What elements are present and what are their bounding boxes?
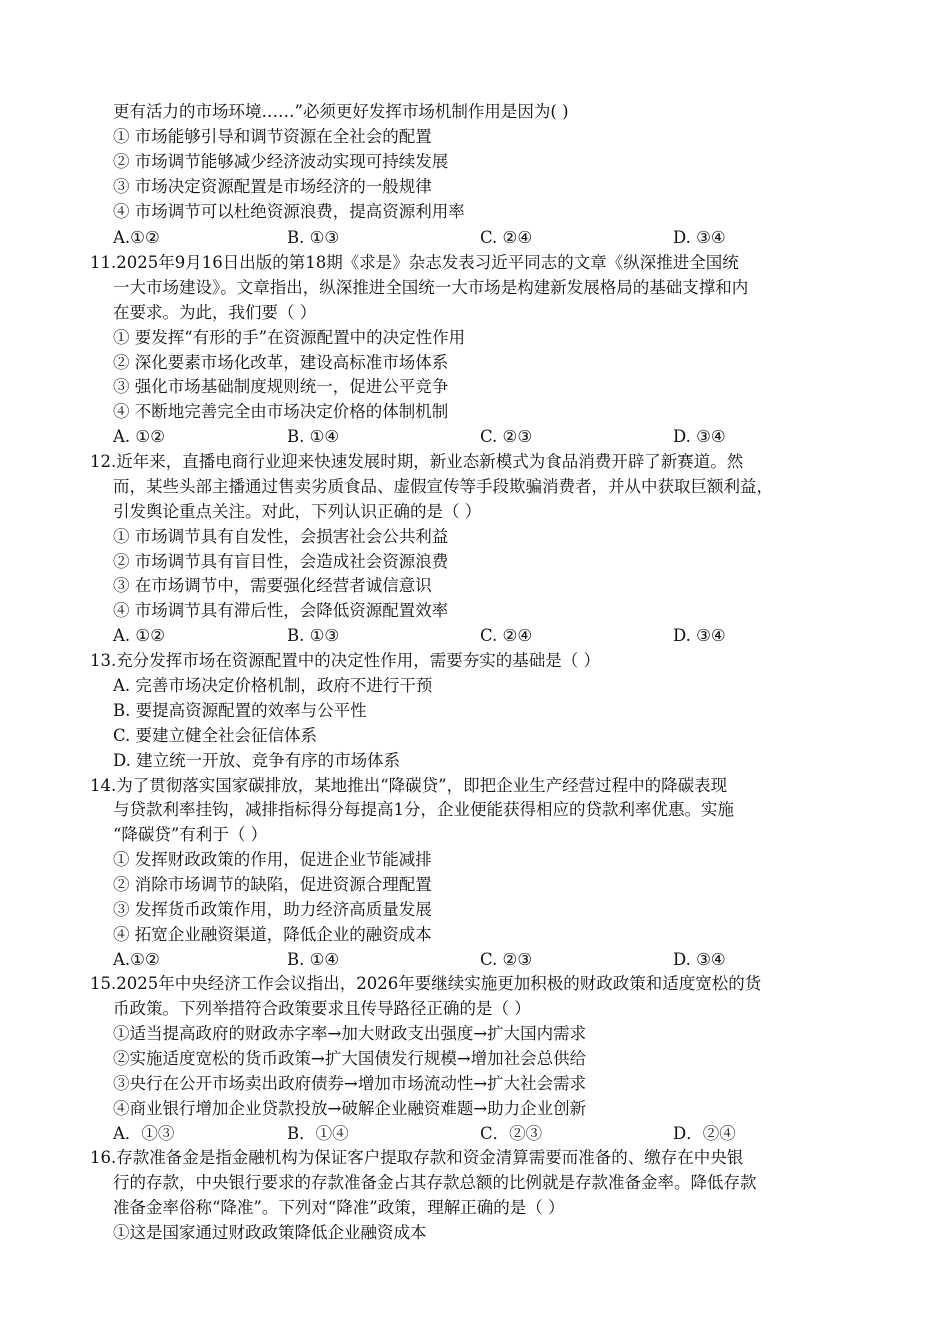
statement-item: ① 市场调节具有自发性，会损害社会公共利益: [113, 527, 449, 546]
statement-item: ① 市场能够引导和调节资源在全社会的配置: [113, 127, 432, 146]
question-stem: 而，某些头部主播通过售卖劣质食品、虚假宣传等手段欺骗消费者，并从中获取巨额利益，: [113, 477, 773, 496]
statement-item: ② 消除市场调节的缺陷，促进资源合理配置: [113, 875, 432, 894]
question-stem: 12.近年来，直播电商行业迎来快速发展时期，新业态新模式为食品消费开辟了新赛道。然: [90, 452, 744, 471]
choice-a: A. ①②: [113, 626, 165, 645]
question-stem: 准备金率俗称“降准”。下列对“降准”政策，理解正确的是（ ）: [113, 1198, 565, 1217]
statement-item: ② 市场调节能够减少经济波动实现可持续发展: [113, 152, 449, 171]
statement-item: ① 发挥财政政策的作用，促进企业节能减排: [113, 850, 432, 869]
statement-item: ③ 在市场调节中，需要强化经营者诚信意识: [113, 576, 432, 595]
choice-c: C. ②③: [480, 427, 533, 446]
statement-item: ③ 市场决定资源配置是市场经济的一般规律: [113, 177, 432, 196]
choice-d: D. ③④: [673, 950, 726, 969]
choice-c: C. ②④: [480, 228, 533, 247]
question-stem: 一大市场建设》。文章指出，纵深推进全国统一大市场是构建新发展格局的基础支撑和内: [113, 278, 749, 297]
choice-a: A.①②: [113, 228, 160, 247]
statement-item: ④商业银行增加企业贷款投放→破解企业融资难题→助力企业创新: [113, 1099, 587, 1118]
question-stem: 行的存款，中央银行要求的存款准备金占其存款总额的比例就是存款准备金率。降低存款: [113, 1173, 757, 1192]
statement-item: ④ 拓宽企业融资渠道，降低企业的融资成本: [113, 925, 432, 944]
question-stem: 在要求。为此，我们要（ ）: [113, 303, 317, 322]
question-stem: 13.充分发挥市场在资源配置中的决定性作用，需要夯实的基础是（ ）: [90, 651, 600, 670]
statement-item: ② 深化要素市场化改革，建设高标准市场体系: [113, 353, 449, 372]
choice-b: B. ①③: [287, 626, 340, 645]
choice-b: B. ①③: [287, 228, 340, 247]
statement-item: ③ 发挥货币政策作用，助力经济高质量发展: [113, 900, 432, 919]
question-stem: 更有活力的市场环境……”必须更好发挥市场机制作用是因为( ): [113, 102, 569, 121]
choice-a: A.①②: [113, 950, 160, 969]
choice-d: D. ③④: [673, 427, 726, 446]
statement-item: ④ 不断地完善完全由市场决定价格的体制机制: [113, 402, 449, 421]
choice-d: D．②④: [673, 1124, 736, 1143]
statement-item: ④ 市场调节具有滞后性，会降低资源配置效率: [113, 601, 449, 620]
choice-b: B．①④: [287, 1124, 349, 1143]
choice-c: C. ②③: [480, 950, 533, 969]
choice-c: C. ②④: [480, 626, 533, 645]
statement-item: ②实施适度宽松的货币政策→扩大国债发行规模→增加社会总供给: [113, 1049, 587, 1068]
choice-a: A．①③: [113, 1124, 175, 1143]
statement-item: ①这是国家通过财政政策降低企业融资成本: [113, 1223, 427, 1242]
choice-c: C．②③: [480, 1124, 543, 1143]
statement-item: ①适当提高政府的财政赤字率→加大财政支出强度→扩大国内需求: [113, 1024, 587, 1043]
choice-b: B. ①④: [287, 950, 340, 969]
choice-a: A. 完善市场决定价格机制，政府不进行干预: [113, 676, 433, 695]
choice-d: D. ③④: [673, 228, 726, 247]
choice-c: C. 要建立健全社会征信体系: [113, 726, 318, 745]
question-stem: “降碳贷”有利于（ ）: [113, 825, 268, 844]
statement-item: ③ 强化市场基础制度规则统一，促进公平竞争: [113, 377, 449, 396]
statement-item: ② 市场调节具有盲目性，会造成社会资源浪费: [113, 552, 449, 571]
choice-b: B. ①④: [287, 427, 340, 446]
choice-b: B. 要提高资源配置的效率与公平性: [113, 701, 367, 720]
question-stem: 15.2025年中央经济工作会议指出，2026年要继续实施更加积极的财政政策和适度宽松的货: [90, 974, 762, 993]
choice-a: A. ①②: [113, 427, 165, 446]
question-stem: 16.存款准备金是指金融机构为保证客户提取存款和资金清算需要而准备的、缴存在中央银: [90, 1148, 744, 1167]
question-stem: 引发舆论重点关注。对此，下列认识正确的是（ ）: [113, 502, 482, 521]
question-stem: 11.2025年9月16日出版的第18期《求是》杂志发表习近平同志的文章《纵深推进全国统: [90, 253, 739, 272]
question-stem: 与贷款利率挂钩，减排指标得分每提高1分，企业便能获得相应的贷款利率优惠。实施: [113, 800, 734, 819]
choice-d: D. ③④: [673, 626, 726, 645]
question-stem: 14.为了贯彻落实国家碳排放，某地推出“降碳贷”，即把企业生产经营过程中的降碳表现: [90, 776, 728, 795]
question-stem: 币政策。下列举措符合政策要求且传导路径正确的是（ ）: [113, 999, 531, 1018]
statement-item: ① 要发挥“有形的手”在资源配置中的决定性作用: [113, 328, 466, 347]
statement-item: ③央行在公开市场卖出政府债券→增加市场流动性→扩大社会需求: [113, 1074, 587, 1093]
choice-d: D. 建立统一开放、竞争有序的市场体系: [113, 751, 401, 770]
statement-item: ④ 市场调节可以杜绝资源浪费，提高资源利用率: [113, 202, 465, 221]
